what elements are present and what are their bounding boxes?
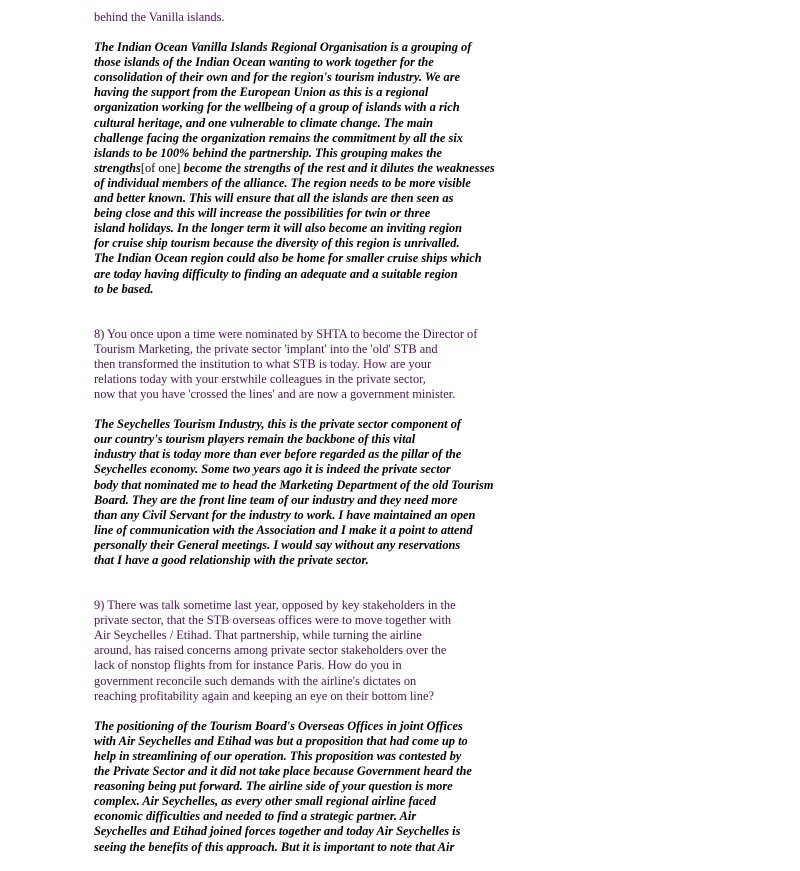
answer-7-paragraph xyxy=(94,40,794,297)
answer-7-line: for cruise ship tourism because the diversity of this region is unrivalled. xyxy=(94,236,460,251)
answer-7-line: having the support from the European Union as this is a regional xyxy=(94,85,429,100)
paragraph-spacer xyxy=(94,25,794,40)
answer-8-line: industry that is today more than ever before regarded as the pillar of the xyxy=(94,447,462,462)
answer-8-line: that I have a good relationship with the private sector. xyxy=(94,553,369,567)
answer-8-line: body that nominated me to head the Marketing Department of the old Tourism xyxy=(94,477,494,492)
answer-9-line: reasoning being put forward. The airline side of your question is more xyxy=(94,779,453,794)
answer-9-paragraph xyxy=(94,719,794,855)
answer-7-line: and better known. This will ensure that all the islands are then seen as xyxy=(94,191,454,206)
paragraph-spacer xyxy=(94,402,794,417)
answer-7-line-prefix: strengths xyxy=(94,160,141,175)
answer-8-line: Seychelles economy. Some two years ago it is indeed the private sector xyxy=(94,462,451,477)
answer-7-line: those islands of the Indian Ocean wanting to work together for the xyxy=(94,55,434,70)
answer-7-editorial-insert: [of one] xyxy=(140,160,181,175)
question-8-line: 8) You once upon a time were nominated by SHTA to become the Director of xyxy=(94,326,478,341)
answer-9-line: complex. Air Seychelles, as every other small regional airline faced xyxy=(94,794,436,809)
answer-9-line: economic difficulties and needed to find a strategic partner. Air xyxy=(94,809,417,824)
answer-8-line: Board. They are the front line team of our industry and they need more xyxy=(94,492,458,507)
answer-9-line: with Air Seychelles and Etihad was but a proposition that had come up to xyxy=(94,733,468,748)
answer-9-line: The positioning of the Tourism Board's Overseas Offices in joint Offices xyxy=(94,718,463,733)
answer-7-line: islands to be 100% behind the partnership. This grouping makes the xyxy=(94,145,443,160)
question-9-line: private sector, that the STB overseas offices were to move together with xyxy=(94,613,452,628)
answer-7-line: island holidays. In the longer term it will also become an inviting region xyxy=(94,221,462,236)
answer-7-line: organization working for the wellbeing of a group of islands with a rich xyxy=(94,100,460,115)
answer-7-line: challenge facing the organization remains the commitment by all the six xyxy=(94,130,463,145)
section-spacer xyxy=(94,297,794,327)
answer-8-line: The Seychelles Tourism Industry, this is the private sector component of xyxy=(94,417,462,432)
question-8-line: Tourism Marketing, the private sector 'implant' into the 'old' STB and xyxy=(94,341,438,356)
answer-7-line: to be based. xyxy=(94,281,154,296)
answer-9-line: the Private Sector and it did not take place because Government heard the xyxy=(94,764,472,779)
answer-7-line-suffix: become the strengths of the rest and it dilutes the weaknesses xyxy=(180,160,495,175)
answer-7-line: consolidation of their own and for the region's tourism industry. We are xyxy=(94,70,461,85)
answer-8-line: our country's tourism players remain the backbone of this vital xyxy=(94,432,416,447)
question-9-paragraph xyxy=(94,598,794,704)
answer-8-line: personally their General meetings. I would say without any reservations xyxy=(94,537,461,552)
answer-9-line: Seychelles and Etihad joined forces together and today Air Seychelles is xyxy=(94,824,461,839)
intro-tail-text: behind the Vanilla islands. xyxy=(94,10,225,24)
answer-9-line: help in streamlining of our operation. This proposition was contested by xyxy=(94,748,462,763)
question-8-line: relations today with your erstwhile colleagues in the private sector, xyxy=(94,371,426,386)
question-8-paragraph xyxy=(94,327,794,402)
answer-8-line: than any Civil Servant for the industry to work. I have maintained an open xyxy=(94,507,476,522)
document-page xyxy=(94,10,794,855)
answer-7-line: of individual members of the alliance. The region needs to be more visible xyxy=(94,175,471,190)
answer-7-line: The Indian Ocean Vanilla Islands Regional Organisation is a grouping of xyxy=(94,40,472,55)
question-9-line: lack of nonstop flights from for instance Paris. How do you in xyxy=(94,658,402,673)
answer-9-line: seeing the benefits of this approach. But it is important to note that Air xyxy=(94,839,455,854)
answer-7-line: are today having difficulty to finding an adequate and a suitable region xyxy=(94,266,458,281)
answer-7-line: cultural heritage, and one vulnerable to climate change. The main xyxy=(94,115,434,130)
paragraph-spacer xyxy=(94,704,794,719)
answer-7-line: The Indian Ocean region could also be home for smaller cruise ships which xyxy=(94,251,482,266)
question-9-line: 9) There was talk sometime last year, opposed by key stakeholders in the xyxy=(94,598,456,613)
question-9-line: government reconcile such demands with the airline's dictates on xyxy=(94,673,417,688)
section-spacer xyxy=(94,568,794,598)
question-9-line: around, has raised concerns among private sector stakeholders over the xyxy=(94,643,447,658)
answer-8-paragraph xyxy=(94,417,794,568)
answer-7-line-with-insert xyxy=(94,161,794,176)
answer-8-line: line of communication with the Association and I make it a point to attend xyxy=(94,522,473,537)
answer-7-line: being close and this will increase the possibilities for twin or three xyxy=(94,206,431,221)
question-8-line: then transformed the institution to what STB is today. How are your xyxy=(94,356,432,371)
question-9-line: reaching profitability again and keeping an eye on their bottom line? xyxy=(94,688,434,703)
question-8-line: now that you have 'crossed the lines' and are now a government minister. xyxy=(94,387,456,402)
question-9-line: Air Seychelles / Etihad. That partnership, while turning the airline xyxy=(94,628,422,643)
